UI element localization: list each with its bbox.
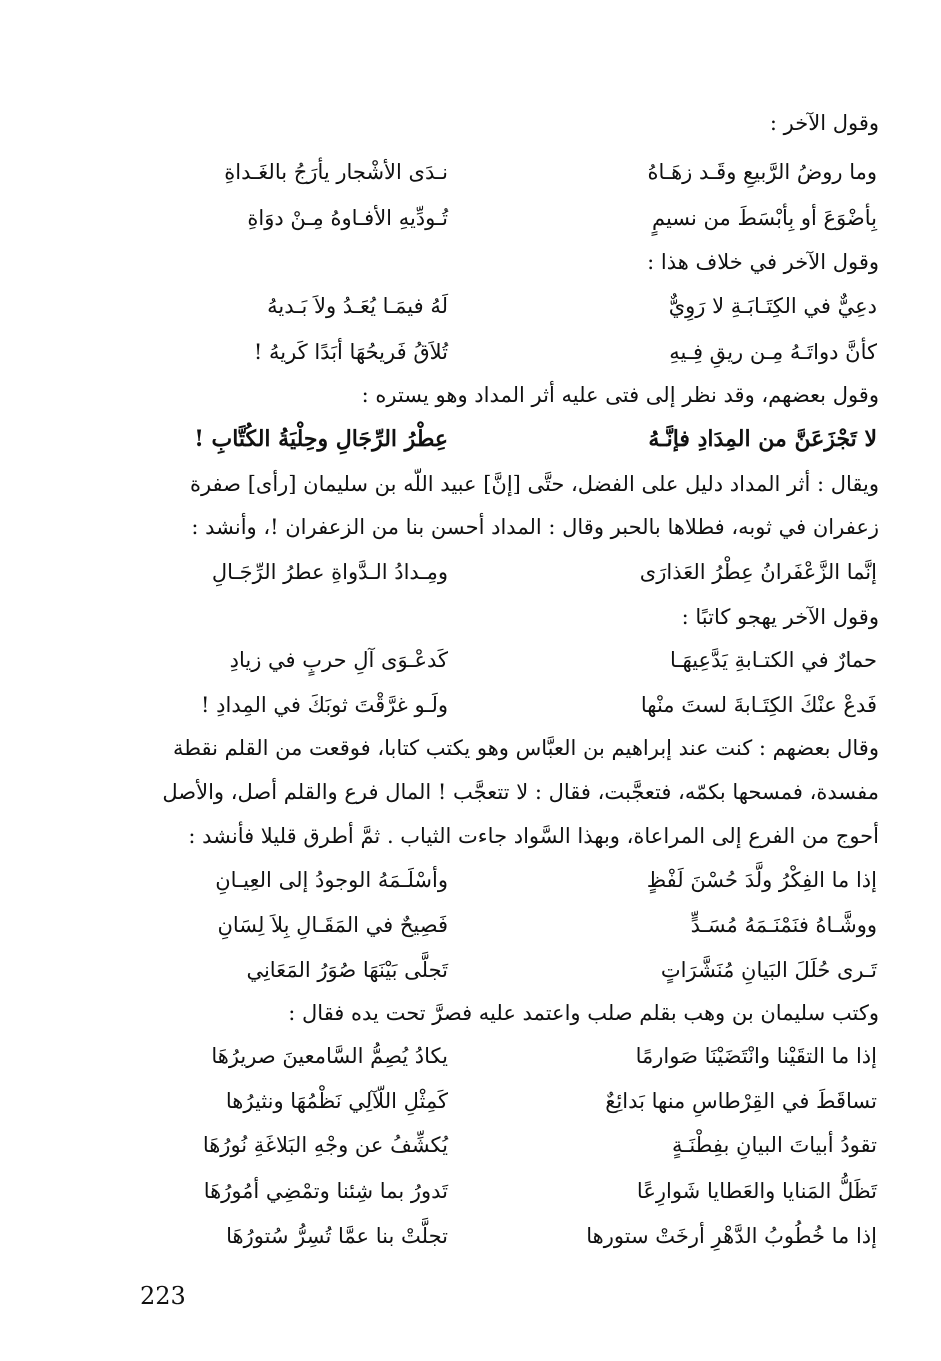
verse-second-hemistich: عِطْرُ الرِّجَالِ وحِلْيَةُ الكُتَّابِ !: [194, 426, 448, 452]
verse-first-hemistich: تقودُ أبياتَ البيانِ بفِطْنَـةٍ: [671, 1133, 877, 1157]
verse-second-hemistich: تُـودِّيهِ الأفـاوهُ مِـنْ دوَاةِ: [247, 206, 448, 230]
prose-line: مفسدة، فمسحها بكمّه، فتعجَّبت، فقال : لا تتعجَّب ! المال فرع والقلم أصل، والأصل: [162, 780, 879, 804]
verse-second-hemistich: يكادُ يُصِمُّ السَّامعينَ صريرُهَا: [211, 1044, 448, 1068]
verse-second-hemistich: نـدَى الأشْجار يأرَجُ بالغَـداةِ: [224, 160, 448, 184]
prose-line: زعفران في ثوبه، فطلاها بالحبر وقال : المداد أحسن بنا من الزعفران !، وأنشد :: [191, 515, 879, 539]
verse-first-hemistich: وما روضُ الرَّبيعِ وقَـد زهَـاهُ: [647, 160, 877, 184]
verse-second-hemistich: ومِـدادُ الـدَّواةِ عطرُ الرِّجَـالِ: [211, 560, 448, 584]
verse-second-hemistich: يُكشِّفُ عن وجْهِ البَلاغَةِ نُورُهَا: [202, 1133, 448, 1157]
verse-first-hemistich: بِأضْوَعَ أو بِأبْسَطَ من نسيمٍ: [651, 206, 877, 230]
verse-second-hemistich: ولَـو غرَّقْتَ ثوبَكَ في المِدادِ !: [201, 693, 448, 717]
prose-line: ويقال : أثر المداد دليل على الفضل، حتَّى [إنَّ] عبيد اللّه بن سليمان [رأى] صفرة: [189, 472, 879, 496]
verse-first-hemistich: إذا ما الفِكْرُ ولَّدَ حُسْنَ لَفْظٍ: [646, 868, 877, 892]
verse-first-hemistich: كأنَّ دواتَـهُ مِـن ريقِ فِـيهِ: [669, 340, 877, 364]
verse-first-hemistich: إذا ما خُطُوبُ الدَّهْرِ أرخَتْ ستورها: [586, 1224, 877, 1248]
verse-first-hemistich: حمارٌ في الكتـابةِ يَدَّعِيهَـا: [669, 648, 877, 672]
prose-line: وقال بعضهم : كنت عند إبراهيم بن العبَّاس وهو يكتب كتابا، فوقعت من القلم نقطة: [173, 736, 879, 760]
prose-line: وقول بعضهم، وقد نظر إلى فتى عليه أثر المداد وهو يستره :: [361, 383, 879, 407]
verse-first-hemistich: إذا ما التقَيْنا وانْتَضَيْنَا صَوارمًا: [635, 1044, 877, 1068]
prose-line: وكتب سليمان بن وهب بقلم صلب واعتمد عليه فصرَّ تحت يده فقال :: [288, 1001, 879, 1025]
verse-second-hemistich: تَدورُ بما شِئنا وتمْضِي أمُورُهَا: [203, 1179, 448, 1203]
verse-second-hemistich: وأسْلَـمَهُ الوجودُ إلى العِيـانِ: [215, 868, 448, 892]
verse-second-hemistich: لَهُ فيمَـا يُعَـدُ ولاَ بَـديهُ: [267, 294, 448, 318]
verse-first-hemistich: فَدعْ عنْكَ الكِتَـابةَ لستَ منْها: [640, 693, 877, 717]
prose-line: وقول الآخر :: [769, 111, 879, 135]
verse-second-hemistich: كَمِثْلِ اللّآلِي نَظْمُهَا ونثيرُها: [225, 1089, 448, 1113]
verse-second-hemistich: فَصِيحٌ في المَقَـالِ بِلاَ لِسَانِ: [217, 913, 448, 937]
page-number: 223: [140, 1282, 186, 1310]
verse-second-hemistich: تجلَّتْ بنا عمَّا تُسِرُّ سُتورُهَا: [226, 1224, 448, 1248]
prose-line: وقول الآخر في خلاف هذا :: [647, 250, 879, 274]
verse-first-hemistich: تساقَطَ في القِرْطاسِ منها بَدائِعٌ: [605, 1089, 877, 1113]
verse-first-hemistich: تَـرى حُلَلَ البَيانِ مُنَشَّرَاتٍ: [660, 958, 877, 982]
verse-first-hemistich: لا تَجْزَعَنَّ من المِدَادِ فإنَّـهُ: [648, 426, 877, 452]
verse-second-hemistich: تُلاَقُ فَريحُهَا أبَدًا كَريهُ !: [253, 340, 448, 364]
verse-first-hemistich: تَظَلُّ المَنايا والعَطايا شَوارِعًا: [636, 1179, 877, 1203]
prose-line: أحوج من الفرع إلى المراعاة، وبهذا السَّواد جاءت الثياب . ثمَّ أطرق قليلا فأنشد :: [188, 824, 879, 848]
verse-first-hemistich: ووشَّـاهُ فنَمْنَـمَهُ مُسَـدٍّ: [690, 913, 877, 937]
verse-first-hemistich: إنَّما الزَّعْفَرانُ عِطْرُ العَذارَى: [639, 560, 877, 584]
verse-second-hemistich: كَدعْـوَى آلِ حربٍ في زيادِ: [229, 648, 448, 672]
verse-second-hemistich: تَجلَّى بَيْنَهَا صُوَرُ المَعَانِي: [246, 958, 448, 982]
verse-first-hemistich: دعِيٌّ في الكِتَـابَـةِ لا رَوِيٌّ: [668, 294, 877, 318]
prose-line: وقول الآخر يهجو كاتبًا :: [681, 605, 879, 629]
